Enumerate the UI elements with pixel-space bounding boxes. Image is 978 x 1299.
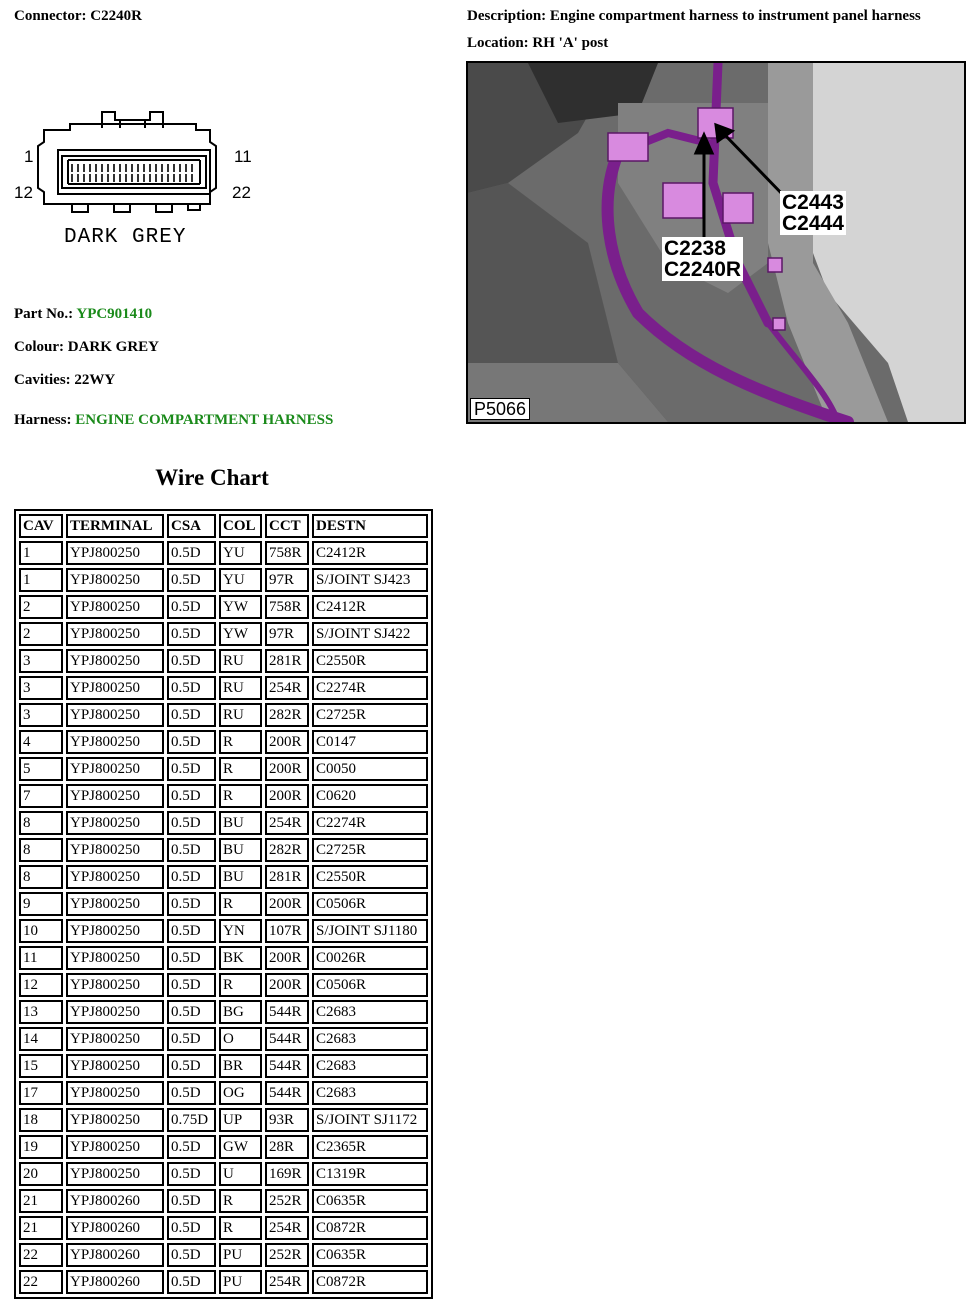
cell-cct: 544R xyxy=(265,1081,309,1105)
table-row xyxy=(19,1135,428,1159)
table-row xyxy=(19,757,428,781)
cell-cct: 28R xyxy=(265,1135,309,1159)
cell-cav: 22 xyxy=(19,1243,63,1267)
table-row xyxy=(19,1081,428,1105)
cell-destn: S/JOINT SJ1180 xyxy=(312,919,428,943)
cell-cav: 3 xyxy=(19,649,63,673)
wire-chart-header-row xyxy=(19,514,428,538)
cell-cav: 19 xyxy=(19,1135,63,1159)
description-value: Engine compartment harness to instrument panel harness xyxy=(549,8,921,24)
cell-terminal: YPJ800260 xyxy=(66,1270,164,1294)
cell-cct: 254R xyxy=(265,676,309,700)
cell-destn: C0635R xyxy=(312,1243,428,1267)
cell-cct: 200R xyxy=(265,784,309,808)
location-photo xyxy=(466,61,966,424)
cell-csa: 0.5D xyxy=(167,919,216,943)
cell-col: R xyxy=(219,757,262,781)
cell-col: BR xyxy=(219,1054,262,1078)
harness-label: Harness: xyxy=(14,412,72,428)
colour-label: Colour: xyxy=(14,339,64,355)
cell-destn: C0620 xyxy=(312,784,428,808)
cell-destn: C0506R xyxy=(312,892,428,916)
cell-destn: C2683 xyxy=(312,1027,428,1051)
cell-terminal: YPJ800260 xyxy=(66,1216,164,1240)
cell-destn: C2365R xyxy=(312,1135,428,1159)
cell-csa: 0.5D xyxy=(167,946,216,970)
header-terminal: TERMINAL xyxy=(66,514,164,538)
wire-chart-body xyxy=(19,541,428,1294)
cell-terminal: YPJ800260 xyxy=(66,1243,164,1267)
table-row xyxy=(19,1162,428,1186)
cell-destn: C2274R xyxy=(312,676,428,700)
cell-csa: 0.5D xyxy=(167,1081,216,1105)
cell-col: BK xyxy=(219,946,262,970)
table-row xyxy=(19,811,428,835)
cell-terminal: YPJ800250 xyxy=(66,757,164,781)
connector-heading xyxy=(14,8,142,25)
cell-col: R xyxy=(219,1216,262,1240)
cell-terminal: YPJ800250 xyxy=(66,703,164,727)
cell-cav: 4 xyxy=(19,730,63,754)
cell-destn: C2725R xyxy=(312,703,428,727)
cell-destn: C0050 xyxy=(312,757,428,781)
cell-cav: 2 xyxy=(19,595,63,619)
cell-terminal: YPJ800250 xyxy=(66,649,164,673)
cell-cct: 758R xyxy=(265,595,309,619)
pin-22-label: 22 xyxy=(232,183,251,202)
callout-c2443-c2444: C2443 C2444 xyxy=(782,191,844,235)
harness-link[interactable]: ENGINE COMPARTMENT HARNESS xyxy=(75,412,334,428)
cell-csa: 0.5D xyxy=(167,568,216,592)
connector-label: Connector: xyxy=(14,8,87,24)
table-row xyxy=(19,1270,428,1294)
cell-cct: 282R xyxy=(265,703,309,727)
cell-csa: 0.5D xyxy=(167,676,216,700)
cell-csa: 0.5D xyxy=(167,811,216,835)
cell-destn: C2725R xyxy=(312,838,428,862)
cell-csa: 0.5D xyxy=(167,784,216,808)
cell-cct: 254R xyxy=(265,1270,309,1294)
cell-terminal: YPJ800250 xyxy=(66,1108,164,1132)
cell-csa: 0.5D xyxy=(167,730,216,754)
description-label: Description: xyxy=(467,8,547,24)
cell-terminal: YPJ800250 xyxy=(66,595,164,619)
cavities-line xyxy=(14,372,115,389)
cell-col: BG xyxy=(219,1000,262,1024)
cell-cav: 5 xyxy=(19,757,63,781)
cell-terminal: YPJ800250 xyxy=(66,730,164,754)
cell-csa: 0.5D xyxy=(167,1162,216,1186)
cell-cct: 544R xyxy=(265,1054,309,1078)
cell-cav: 10 xyxy=(19,919,63,943)
cell-col: UP xyxy=(219,1108,262,1132)
cell-csa: 0.5D xyxy=(167,703,216,727)
table-row xyxy=(19,541,428,565)
cell-col: YU xyxy=(219,541,262,565)
table-row xyxy=(19,1027,428,1051)
cell-csa: 0.5D xyxy=(167,973,216,997)
cell-cct: 93R xyxy=(265,1108,309,1132)
cell-csa: 0.5D xyxy=(167,1270,216,1294)
wire-chart-title: Wire Chart xyxy=(155,465,269,490)
cell-cct: 254R xyxy=(265,811,309,835)
cavities-label: Cavities: xyxy=(14,372,71,388)
header-destn: DESTN xyxy=(312,514,428,538)
cell-cav: 22 xyxy=(19,1270,63,1294)
cell-csa: 0.5D xyxy=(167,622,216,646)
table-row xyxy=(19,1189,428,1213)
cell-terminal: YPJ800250 xyxy=(66,946,164,970)
callout-c2238-c2240r: C2238 C2240R xyxy=(664,237,742,281)
part-no-label: Part No.: xyxy=(14,306,74,322)
cell-terminal: YPJ800250 xyxy=(66,676,164,700)
pin-11-label: 11 xyxy=(234,147,252,166)
cell-cav: 2 xyxy=(19,622,63,646)
cell-cct: 254R xyxy=(265,1216,309,1240)
cell-cct: 544R xyxy=(265,1000,309,1024)
colour-value: DARK GREY xyxy=(67,339,160,355)
colour-line xyxy=(14,339,159,356)
cell-destn: C0147 xyxy=(312,730,428,754)
cell-cct: 281R xyxy=(265,649,309,673)
table-row xyxy=(19,838,428,862)
cell-terminal: YPJ800260 xyxy=(66,1189,164,1213)
cell-cav: 15 xyxy=(19,1054,63,1078)
table-row xyxy=(19,703,428,727)
cell-csa: 0.5D xyxy=(167,1243,216,1267)
cell-terminal: YPJ800250 xyxy=(66,784,164,808)
cell-terminal: YPJ800250 xyxy=(66,1027,164,1051)
cell-cav: 8 xyxy=(19,865,63,889)
cell-destn: C0872R xyxy=(312,1216,428,1240)
cell-destn: C2412R xyxy=(312,595,428,619)
table-row xyxy=(19,568,428,592)
table-row xyxy=(19,730,428,754)
location-line xyxy=(467,35,608,52)
cell-cav: 8 xyxy=(19,811,63,835)
table-row xyxy=(19,784,428,808)
cell-cav: 8 xyxy=(19,838,63,862)
cell-csa: 0.5D xyxy=(167,1189,216,1213)
cell-col: R xyxy=(219,973,262,997)
table-row xyxy=(19,649,428,673)
cell-terminal: YPJ800250 xyxy=(66,919,164,943)
cell-cct: 281R xyxy=(265,865,309,889)
photo-id-label: P5066 xyxy=(470,398,530,420)
cell-cct: 169R xyxy=(265,1162,309,1186)
header-cav: CAV xyxy=(19,514,63,538)
cell-csa: 0.5D xyxy=(167,1216,216,1240)
cell-cct: 107R xyxy=(265,919,309,943)
header-col: COL xyxy=(219,514,262,538)
cell-terminal: YPJ800250 xyxy=(66,973,164,997)
cell-cct: 97R xyxy=(265,568,309,592)
cell-csa: 0.5D xyxy=(167,649,216,673)
cell-cct: 200R xyxy=(265,730,309,754)
cell-cav: 9 xyxy=(19,892,63,916)
cell-csa: 0.5D xyxy=(167,892,216,916)
cell-destn: C2412R xyxy=(312,541,428,565)
cell-terminal: YPJ800250 xyxy=(66,892,164,916)
table-row xyxy=(19,892,428,916)
cell-terminal: YPJ800250 xyxy=(66,865,164,889)
cell-cct: 282R xyxy=(265,838,309,862)
cavities-value: 22WY xyxy=(74,372,116,388)
cell-cav: 21 xyxy=(19,1216,63,1240)
cell-cct: 200R xyxy=(265,946,309,970)
table-row xyxy=(19,595,428,619)
pin-1-label: 1 xyxy=(24,147,34,166)
cell-cav: 3 xyxy=(19,703,63,727)
cell-destn: S/JOINT SJ422 xyxy=(312,622,428,646)
cell-col: YW xyxy=(219,595,262,619)
cell-csa: 0.75D xyxy=(167,1108,216,1132)
cell-col: GW xyxy=(219,1135,262,1159)
table-row xyxy=(19,622,428,646)
cell-csa: 0.5D xyxy=(167,1135,216,1159)
cell-col: R xyxy=(219,892,262,916)
header-cct: CCT xyxy=(265,514,309,538)
wire-chart-table xyxy=(14,509,433,1299)
cell-col: BU xyxy=(219,865,262,889)
cell-csa: 0.5D xyxy=(167,838,216,862)
cell-cct: 200R xyxy=(265,973,309,997)
cell-destn: C2274R xyxy=(312,811,428,835)
cell-cav: 17 xyxy=(19,1081,63,1105)
cell-terminal: YPJ800250 xyxy=(66,1162,164,1186)
cell-terminal: YPJ800250 xyxy=(66,568,164,592)
cell-csa: 0.5D xyxy=(167,1000,216,1024)
header-csa: CSA xyxy=(167,514,216,538)
cell-terminal: YPJ800250 xyxy=(66,1135,164,1159)
cell-col: YW xyxy=(219,622,262,646)
cell-terminal: YPJ800250 xyxy=(66,838,164,862)
table-row xyxy=(19,919,428,943)
cell-destn: C0872R xyxy=(312,1270,428,1294)
cell-cct: 544R xyxy=(265,1027,309,1051)
cell-cct: 252R xyxy=(265,1243,309,1267)
cell-cav: 20 xyxy=(19,1162,63,1186)
location-label: Location: xyxy=(467,35,529,51)
table-row xyxy=(19,973,428,997)
cell-col: RU xyxy=(219,676,262,700)
connector-name: C2240R xyxy=(90,8,142,24)
cell-terminal: YPJ800250 xyxy=(66,1000,164,1024)
table-row xyxy=(19,865,428,889)
cell-terminal: YPJ800250 xyxy=(66,541,164,565)
cell-cav: 7 xyxy=(19,784,63,808)
cell-cav: 13 xyxy=(19,1000,63,1024)
cell-terminal: YPJ800250 xyxy=(66,1054,164,1078)
cell-terminal: YPJ800250 xyxy=(66,1081,164,1105)
cell-col: BU xyxy=(219,811,262,835)
cell-col: YU xyxy=(219,568,262,592)
cell-destn: C0026R xyxy=(312,946,428,970)
cell-csa: 0.5D xyxy=(167,1027,216,1051)
cell-col: U xyxy=(219,1162,262,1186)
pin-12-label: 12 xyxy=(14,183,33,202)
table-row xyxy=(19,676,428,700)
cell-destn: C2550R xyxy=(312,865,428,889)
table-row xyxy=(19,1216,428,1240)
cell-cav: 14 xyxy=(19,1027,63,1051)
cell-destn: C0506R xyxy=(312,973,428,997)
cell-cav: 18 xyxy=(19,1108,63,1132)
cell-cct: 200R xyxy=(265,892,309,916)
cell-col: OG xyxy=(219,1081,262,1105)
cell-terminal: YPJ800250 xyxy=(66,811,164,835)
cell-csa: 0.5D xyxy=(167,541,216,565)
cell-col: RU xyxy=(219,649,262,673)
cell-destn: S/JOINT SJ1172 xyxy=(312,1108,428,1132)
location-value: RH 'A' post xyxy=(532,35,609,51)
cell-col: R xyxy=(219,730,262,754)
cell-col: RU xyxy=(219,703,262,727)
cell-cav: 12 xyxy=(19,973,63,997)
cell-col: PU xyxy=(219,1243,262,1267)
connector-face-diagram xyxy=(10,100,260,250)
cell-cav: 1 xyxy=(19,568,63,592)
harness-line xyxy=(14,412,333,429)
cell-cct: 758R xyxy=(265,541,309,565)
cell-destn: C2683 xyxy=(312,1081,428,1105)
description-line xyxy=(467,8,921,25)
cell-col: R xyxy=(219,784,262,808)
cell-cct: 200R xyxy=(265,757,309,781)
cell-cav: 3 xyxy=(19,676,63,700)
connector-colour-text: DARK GREY xyxy=(64,226,187,249)
cell-cct: 97R xyxy=(265,622,309,646)
cell-csa: 0.5D xyxy=(167,595,216,619)
cell-col: BU xyxy=(219,838,262,862)
cell-csa: 0.5D xyxy=(167,1054,216,1078)
cell-terminal: YPJ800250 xyxy=(66,622,164,646)
table-row xyxy=(19,946,428,970)
cell-destn: C2683 xyxy=(312,1054,428,1078)
cell-destn: C1319R xyxy=(312,1162,428,1186)
cell-cav: 1 xyxy=(19,541,63,565)
cell-col: PU xyxy=(219,1270,262,1294)
part-no-link[interactable]: YPC901410 xyxy=(76,306,153,322)
cell-cav: 11 xyxy=(19,946,63,970)
table-row xyxy=(19,1108,428,1132)
table-row xyxy=(19,1054,428,1078)
cell-col: O xyxy=(219,1027,262,1051)
cell-destn: C0635R xyxy=(312,1189,428,1213)
cell-cav: 21 xyxy=(19,1189,63,1213)
cell-cct: 252R xyxy=(265,1189,309,1213)
table-row xyxy=(19,1243,428,1267)
cell-col: R xyxy=(219,1189,262,1213)
cell-csa: 0.5D xyxy=(167,757,216,781)
part-no-line xyxy=(14,306,152,323)
table-row xyxy=(19,1000,428,1024)
cell-destn: C2683 xyxy=(312,1000,428,1024)
cell-col: YN xyxy=(219,919,262,943)
cell-destn: S/JOINT SJ423 xyxy=(312,568,428,592)
cell-csa: 0.5D xyxy=(167,865,216,889)
cell-destn: C2550R xyxy=(312,649,428,673)
